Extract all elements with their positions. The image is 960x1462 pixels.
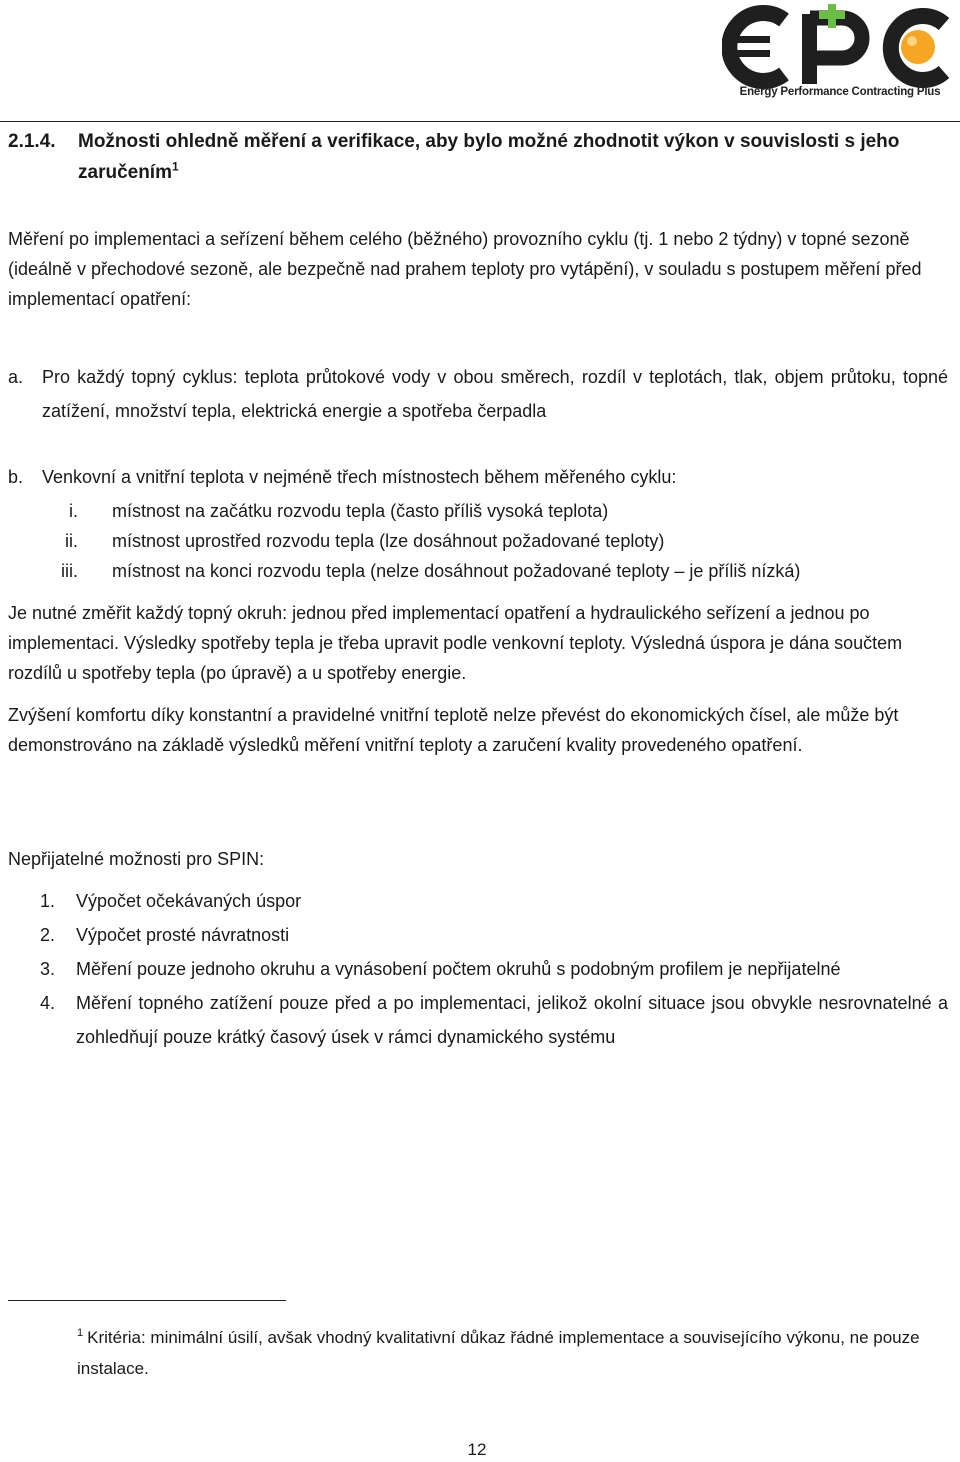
room-label: i. [69, 501, 78, 521]
comfort-paragraph: Zvýšení komfortu díky konstantní a pravidelné vnitřní teplotě nelze převést do ekonomických čísel, ale může být demonstrováno na základě výsledků měření vnitřní teploty a zaručení kvality provedeného opatření. [8, 705, 899, 755]
intro-paragraph: Měření po implementaci a seřízení během celého (běžného) provozního cyklu (tj. 1 nebo 2 týdny) v topné sezoně (ideálně v přechodové sezoně, ale bezpečně nad prahem teploty pro vytápění), v souladu s postupem měření před implementací opatření: [8, 229, 922, 309]
page-number: 12 [467, 1440, 487, 1459]
room-text: místnost uprostřed rozvodu tepla (lze dosáhnout požadované teploty) [112, 531, 665, 551]
item-number: 3. [40, 959, 56, 979]
footnote-number: 1 [77, 1327, 84, 1340]
unacceptable-item [8, 986, 948, 1054]
room-text: místnost na začátku rozvodu tepla (často příliš vysoká teplota) [112, 501, 609, 521]
footnote-ref: 1 [171, 159, 179, 174]
list-label: b. [8, 467, 24, 487]
item-number: 2. [40, 925, 56, 945]
unacceptable-item [8, 952, 948, 986]
measurement-paragraph: Je nutné změřit každý topný okruh: jednou před implementací opatření a hydraulického seřízení a jednou po implementaci. Výsledky spotřeby tepla je třeba upravit podle venkovní teploty. Výsledná úspora je dána součtem rozdílů u spotřeby tepla (po úpravě) a u spotřeby energie. [8, 603, 903, 683]
list-item-a [8, 360, 948, 428]
item-text: Výpočet očekávaných úspor [76, 891, 302, 911]
unacceptable-heading: Nepřijatelné možnosti pro SPIN: [8, 849, 265, 869]
footnote-rule [8, 1300, 286, 1301]
section-heading [8, 126, 948, 188]
item-number: 4. [40, 993, 56, 1013]
item-text: Měření pouze jednoho okruhu a vynásobení počtem okruhů s podobným profilem je nepřijatelné [76, 959, 841, 979]
header-rule [0, 121, 960, 122]
list-text: Venkovní a vnitřní teplota v nejméně třech místnostech během měřeného cyklu: [42, 467, 677, 487]
section-title: Možnosti ohledně měření a verifikace, aby bylo možné zhodnotit výkon v souvislosti s jeho zaručením [78, 131, 900, 183]
room-label: ii. [65, 531, 78, 551]
list-item-b [8, 462, 948, 492]
unacceptable-item [8, 884, 948, 918]
list-label: a. [8, 367, 24, 387]
room-text: místnost na konci rozvodu tepla (nelze dosáhnout požadované teploty – je příliš nízká) [112, 561, 801, 581]
room-label: iii. [61, 561, 78, 581]
footnote-text: Kritéria: minimální úsilí, avšak vhodný kvalitativní důkaz řádné implementace a souvisejícího výkonu, ne pouze instalace. [77, 1328, 920, 1378]
unacceptable-item [8, 918, 948, 952]
item-number: 1. [40, 891, 56, 911]
item-text: Měření topného zatížení pouze před a po implementaci, jelikož okolní situace jsou obvykle nesrovnatelné a zohledňují pouze krátký časový úsek v rámci dynamického systému [76, 993, 948, 1047]
section-number: 2.1.4. [8, 131, 56, 152]
footnote [77, 1322, 937, 1384]
list-text: Pro každý topný cyklus: teplota průtokové vody v obou směrech, rozdíl v teplotách, tlak, objem průtoku, topné zatížení, množství tepla, elektrická energie a spotřeba čerpadla [42, 367, 948, 421]
item-text: Výpočet prosté návratnosti [76, 925, 290, 945]
logo-tagline: Energy Performance Contracting Plus [739, 86, 941, 98]
